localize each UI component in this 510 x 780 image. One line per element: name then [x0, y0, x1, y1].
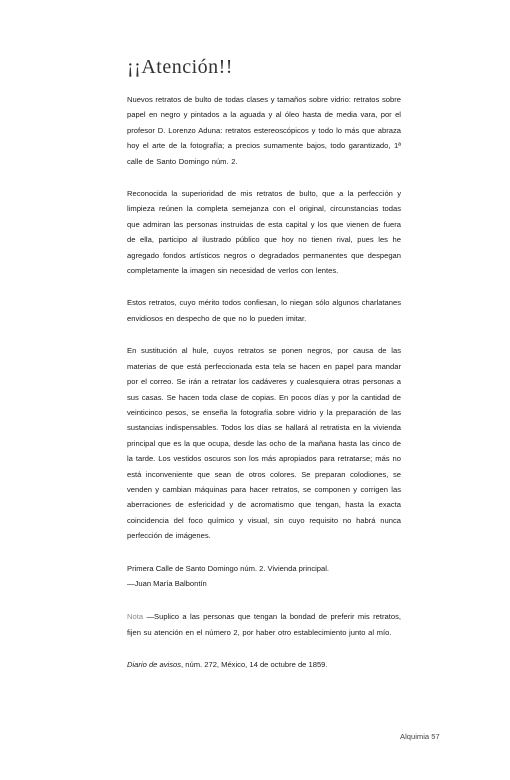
- note-paragraph: [127, 609, 401, 640]
- footer-page-number: 57: [431, 732, 440, 741]
- note-label: Nota: [127, 612, 144, 622]
- paragraph-3: Estos retratos, cuyo mérito todos confiesan, lo niegan sólo algunos charlatanes envidiosos en despecho de que no lo pueden imitar.: [127, 298, 401, 323]
- paragraph-4: En sustitución al hule, cuyos retratos se ponen negros, por causa de las materias de que está perfeccionada esta tela se hacen en papel para mandar por el correo. Se irán a retratar los cadáveres y cualesquiera otras personas a sus casas. Se hacen toda clase de copias. En pocos días y por la cantidad de veinticinco pesos, se enseña la fotografía sobre vidrio y la preparación de las sustancias indispensables. Todos los días se hallará al retratista en la vivienda principal que es la que ocupa, desde las ocho de la mañana hasta las cinco de la tarde. Los vestidos oscuros son los más apropiados para retratarse; más no está inconveniente que sean de otros colores. Se preparan colodiones, se venden y cambian máquinas para hacer retratos, se componen y corrigen las aberraciones de esfericidad y de acromatismo que tengan, hasta la exacta coincidencia del foco químico y visual, sin cuyo requisito no habrá nunca perfección de imágenes.: [127, 346, 401, 541]
- source-citation: [127, 657, 401, 672]
- source-journal: Diario de avisos: [127, 660, 182, 670]
- signature-block: [127, 561, 401, 592]
- footer-section: Alquimia: [400, 732, 430, 741]
- page-title: ¡¡Atención!!: [127, 56, 233, 78]
- signature-address: Primera Calle de Santo Domingo núm. 2. Vivienda principal.: [127, 563, 330, 573]
- paragraph-1: Nuevos retratos de bulto de todas clases y tamaños sobre vidrio: retratos sobre papel en negro y pintados a la aguada y al óleo hasta de media vara, por el profesor D. Lorenzo Aduna: retratos estereoscópicos y todo lo más que abraza hoy el arte de la fotografía; a precios sumamente bajos, todo garantizado, 1ª calle de Santo Domingo núm. 2.: [127, 95, 401, 166]
- signature-name: —Juan María Balbontín: [127, 578, 207, 588]
- page-footer: [400, 732, 440, 741]
- article-body: [127, 92, 401, 673]
- source-details: , núm. 272, México, 14 de octubre de 1859.: [181, 660, 328, 670]
- note-text: —Suplico a las personas que tengan la bondad de preferir mis retratos, fijen su atención en el número 2, por haber otro establecimiento junto al mío.: [127, 612, 401, 637]
- paragraph-2: Reconocida la superioridad de mis retratos de bulto, que a la perfección y limpieza reúnen la completa semejanza con el original, circunstancias todas que admiran las personas instruidas de esta capital y los que vienen de fuera de ella, participo al ilustrado público que hoy no tienen rival, pues les he agregado fondos artísticos negros o degradados permanentes que despegan completamente la imagen sin necesidad de verlos con lentes.: [127, 189, 401, 276]
